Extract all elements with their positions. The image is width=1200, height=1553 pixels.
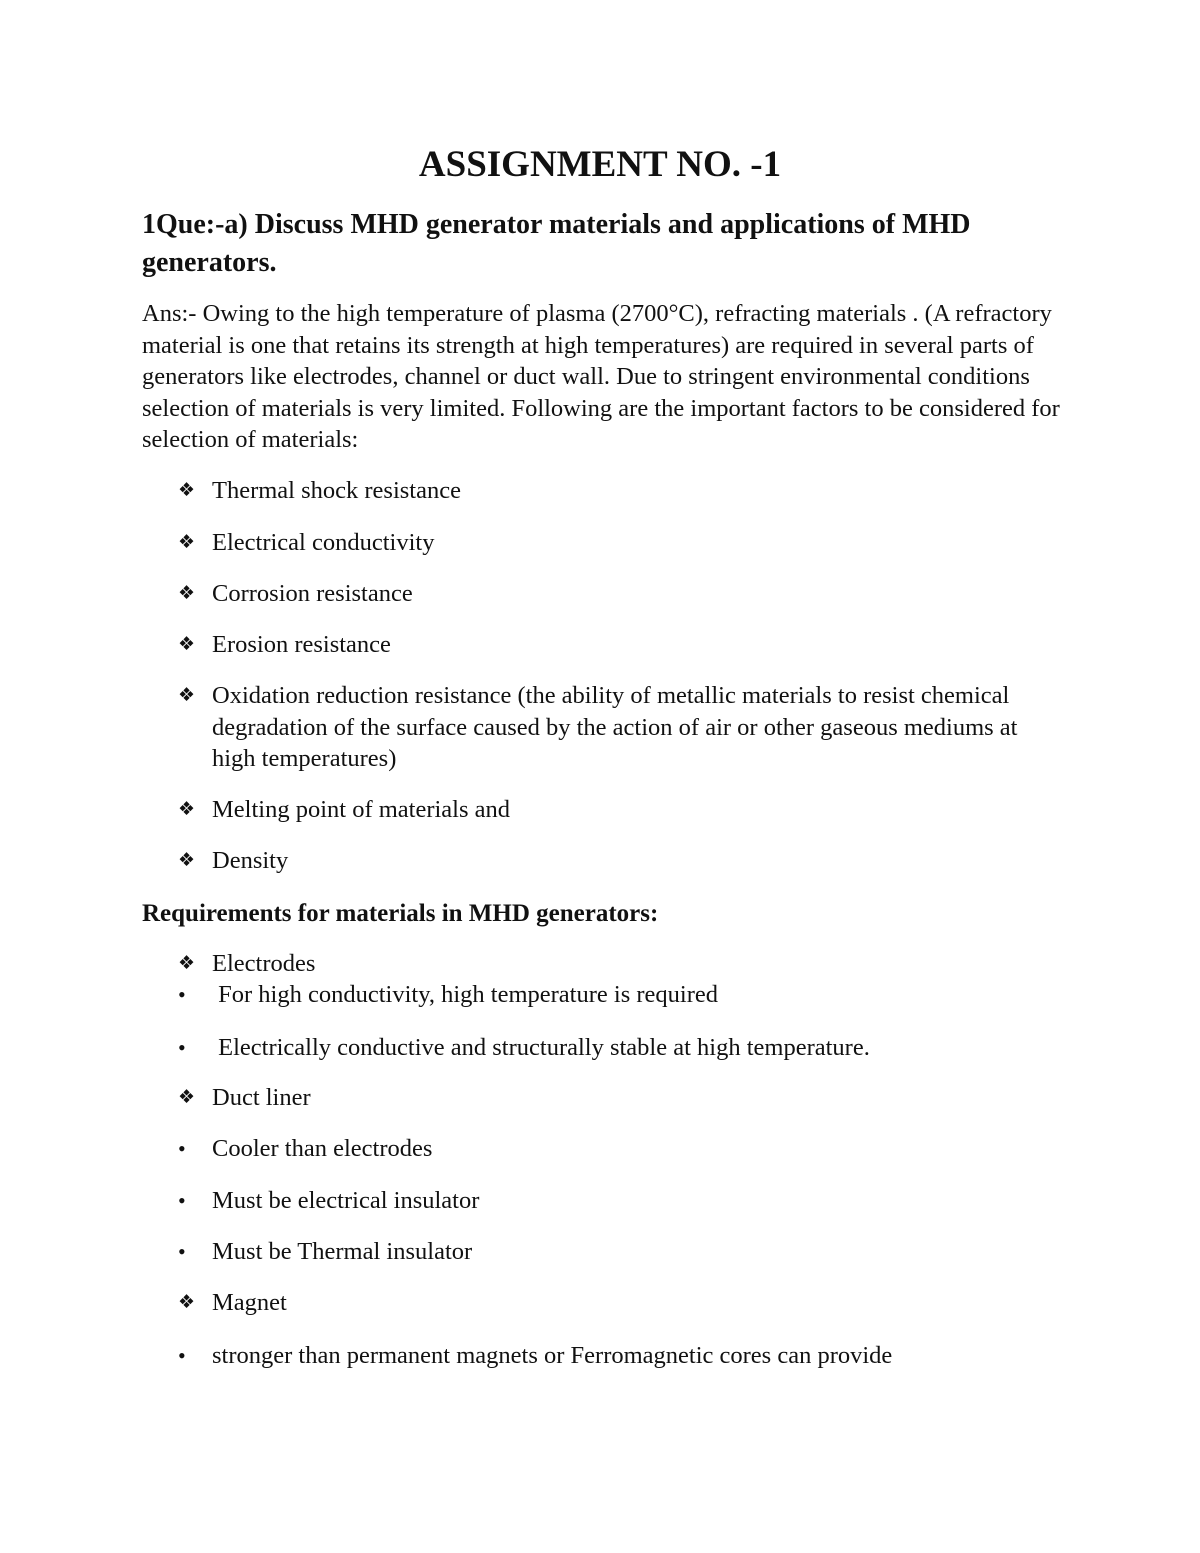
list-item bbox=[178, 845, 288, 877]
list-item bbox=[178, 527, 434, 559]
factor-text: Melting point of materials and bbox=[212, 796, 511, 823]
factor-text: Corrosion resistance bbox=[212, 580, 413, 607]
list-item bbox=[178, 1340, 892, 1372]
factor-text: Electrical conductivity bbox=[212, 529, 435, 556]
list-item bbox=[178, 680, 1042, 775]
dot-bullet-icon: • bbox=[178, 1239, 186, 1264]
list-item bbox=[178, 1082, 311, 1114]
question-heading: 1Que:-a) Discuss MHD generator materials and applications of MHD generators. bbox=[142, 209, 971, 278]
list-item bbox=[178, 1236, 472, 1268]
diamond-bullet-icon: ❖ bbox=[178, 1291, 196, 1313]
diamond-bullet-icon: ❖ bbox=[178, 952, 196, 974]
answer-paragraph: Ans:- Owing to the high temperature of plasma (2700°C), refracting materials . (A refractory material is one that retains its strength at high temperatures) are required in several parts of generators like electrodes, channel or duct wall. Due to stringent environmental conditions selection of materials is very limited. Following are the important factors to be considered for selection of materials: bbox=[142, 300, 1060, 454]
requirement-text: stronger than permanent magnets or Ferromagnetic cores can provide bbox=[212, 1342, 893, 1369]
list-item bbox=[178, 1287, 287, 1319]
list-item bbox=[178, 475, 461, 507]
dot-bullet-icon: • bbox=[178, 1136, 186, 1161]
list-item bbox=[178, 578, 413, 610]
diamond-bullet-icon: ❖ bbox=[178, 531, 196, 553]
requirement-text: Duct liner bbox=[212, 1084, 311, 1111]
diamond-bullet-icon: ❖ bbox=[178, 849, 196, 871]
requirement-text: Magnet bbox=[212, 1289, 287, 1316]
list-item bbox=[178, 948, 315, 980]
requirement-text: Electrically conductive and structurally stable at high temperature. bbox=[212, 1034, 870, 1061]
list-item bbox=[178, 1185, 479, 1217]
factor-text: Thermal shock resistance bbox=[212, 477, 461, 504]
list-item bbox=[178, 794, 510, 826]
requirement-text: Cooler than electrodes bbox=[212, 1135, 433, 1162]
requirement-text: Must be Thermal insulator bbox=[212, 1238, 473, 1265]
list-item bbox=[178, 1133, 432, 1165]
requirement-text: For high conductivity, high temperature is required bbox=[212, 981, 718, 1008]
dot-bullet-icon: • bbox=[178, 1035, 186, 1060]
diamond-bullet-icon: ❖ bbox=[178, 798, 196, 820]
diamond-bullet-icon: ❖ bbox=[178, 684, 196, 706]
list-item bbox=[178, 979, 718, 1011]
list-item bbox=[178, 1032, 870, 1064]
requirement-text: Electrodes bbox=[212, 950, 316, 977]
factor-text: Oxidation reduction resistance (the ability of metallic materials to resist chemical degradation of the surface caused by the action of air or other gaseous mediums at high temperatures) bbox=[212, 682, 1018, 773]
dot-bullet-icon: • bbox=[178, 1343, 186, 1368]
assignment-title: ASSIGNMENT NO. -1 bbox=[418, 144, 782, 185]
list-item bbox=[178, 629, 391, 661]
requirement-text: Must be electrical insulator bbox=[212, 1187, 480, 1214]
diamond-bullet-icon: ❖ bbox=[178, 582, 196, 604]
dot-bullet-icon: • bbox=[178, 1188, 186, 1213]
factor-text: Erosion resistance bbox=[212, 631, 391, 658]
requirements-heading: Requirements for materials in MHD generators: bbox=[142, 900, 659, 927]
dot-bullet-icon: • bbox=[178, 982, 186, 1007]
diamond-bullet-icon: ❖ bbox=[178, 479, 196, 501]
diamond-bullet-icon: ❖ bbox=[178, 633, 196, 655]
diamond-bullet-icon: ❖ bbox=[178, 1086, 196, 1108]
factor-text: Density bbox=[212, 847, 289, 874]
